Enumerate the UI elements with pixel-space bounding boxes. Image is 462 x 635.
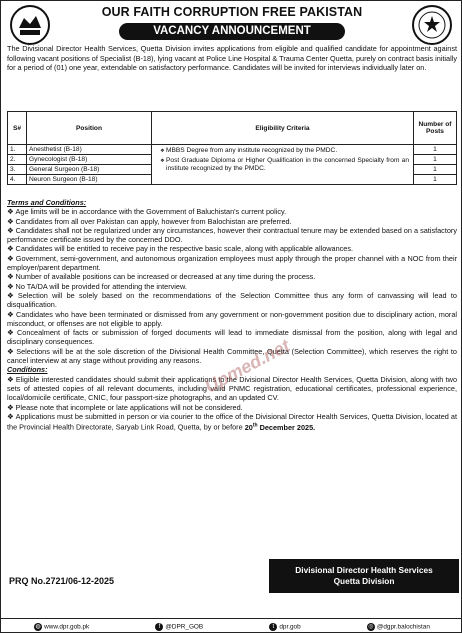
diamond-bullet-icon: ❖ [7, 328, 15, 338]
diamond-bullet-icon: ❖ [7, 281, 14, 291]
term-text: Candidates from all over Pakistan can apply, however from Balochistan are preferred. [15, 216, 292, 226]
term-text: Selection will be solely based on the recommendations of the Selection Committee thus any form of canvassing will lead to disqualification. [7, 290, 457, 310]
terms-heading: Terms and Conditions: [7, 198, 87, 207]
prq-number: PRQ No.2721/06-12-2025 [9, 576, 115, 586]
footer-facebook[interactable] [155, 623, 203, 631]
footer-web[interactable] [34, 623, 89, 631]
slogan: OUR FAITH CORRUPTION FREE PAKISTAN [101, 5, 363, 19]
list-item [7, 244, 457, 253]
diamond-bullet-icon: ❖ [7, 346, 15, 356]
diamond-bullet-icon: ❖ [7, 309, 14, 319]
row-count: 1 [414, 145, 457, 155]
footer-facebook-text: @DPR_GOB [165, 623, 204, 631]
list-item [7, 226, 457, 245]
footer-twitter[interactable] [269, 623, 300, 631]
list-item [7, 291, 457, 310]
list-item [7, 403, 457, 412]
col-header-position: Position [27, 112, 152, 145]
eligibility-criteria [152, 145, 414, 185]
footer-bar [1, 618, 462, 635]
row-count: 1 [414, 155, 457, 165]
row-sr: 3. [8, 165, 27, 175]
diamond-bullet-icon: ❖ [7, 216, 14, 226]
table-header-row [8, 112, 457, 145]
term-text: Candidates shall not be regularized under any circumstances, however their contractual tenure may be extended based on a satisfactory performance certificate issued by the concerned DDO. [7, 225, 457, 245]
list-item [7, 217, 457, 226]
intro-paragraph: The Divisional Director Health Services, Quetta Division invites applications from eligible and qualified candidate for appointment against following vacant positions of Specialist (B-18), lying vacant at Police Line Hospital & Trauma Center Quetta, purely on contract basis initially for a period of (01) one year, extendable on satisfactory performance. Candidates will be invited for interviews individually later on. [7, 44, 457, 72]
col-header-sr: S# [8, 112, 27, 145]
diamond-bullet-icon: ❖ [7, 411, 14, 421]
list-item [7, 328, 457, 347]
diamond-bullet-icon: ❖ [7, 244, 14, 254]
diamond-bullet-icon: ❖ [7, 272, 14, 282]
twitter-icon: t [269, 623, 277, 631]
signature-title: Divisional Director Health Services [295, 565, 433, 575]
row-position: Neuron Surgeon (B-18) [27, 175, 152, 185]
row-count: 1 [414, 165, 457, 175]
deadline-day: 20 [244, 422, 253, 432]
footer-instagram[interactable] [367, 623, 430, 631]
col-header-count: Number of Posts [414, 112, 457, 145]
row-position: Anesthetist (B-18) [27, 145, 152, 155]
globe-icon: ◍ [35, 624, 41, 630]
list-item [7, 207, 457, 216]
row-sr: 1. [8, 145, 27, 155]
instagram-icon: ◎ [368, 624, 374, 630]
criteria-item: • Post Graduate Diploma or Higher Qualification in the concerned Specialty from an institute recognized by the PMDC. [166, 157, 409, 173]
diamond-bullet-icon: ❖ [7, 402, 14, 412]
diamond-bullet-icon: ❖ [7, 207, 14, 217]
term-text: Selections will be at the sole discretion of the Divisional Health Committee, Quetta (Selection Committee), which reserves the right to cancel interview at any stage without providing any reasons. [7, 346, 457, 366]
signature-division: Quetta Division [333, 576, 395, 586]
table-row [8, 145, 457, 155]
col-header-criteria: Eligibility Criteria [152, 112, 414, 145]
term-text: Age limits will be in accordance with the Government of Baluchistan's current policy. [15, 207, 287, 217]
vacancy-banner: VACANCY ANNOUNCEMENT [119, 23, 345, 40]
diamond-bullet-icon: ❖ [7, 253, 14, 263]
vacancy-table [7, 111, 457, 185]
facebook-icon: f [155, 623, 163, 631]
list-item [7, 272, 457, 281]
term-text: No TA/DA will be provided for attending the interview. [15, 281, 187, 291]
deadline-suffix: th [252, 422, 258, 429]
criteria-item: • MBBS Degree from any institute recognized by the PMDC. [166, 147, 409, 155]
signature-block [269, 559, 459, 593]
watermark: Upmed.net [201, 335, 294, 397]
diamond-bullet-icon: ❖ [7, 374, 14, 384]
term-text: Candidates will be entitled to receive pay in the respective basic scale, along with applicable allowances. [15, 244, 354, 254]
condition-text: Applications must be submitted in person or via courier to the office of the Divisional Director Health Services, Quetta Division, located at the Provincial Health Directorate, Saryab Link Road, Quetta, by or before [7, 411, 457, 432]
footer-twitter-text: dpr.gob [279, 623, 301, 631]
list-item [7, 254, 457, 273]
health-department-seal-icon [411, 4, 453, 46]
term-text: Number of available positions can be increased or decreased at any time during the process. [15, 272, 316, 282]
condition-text: Eligible interested candidates should submit their applications to the Divisional Director Health Services, Quetta Division, along with two sets of attested copies of all relevant documents, including valid PNMC registration, educational certificates, professional experience, local/domicile certificate, CNIC, four passport-size photographs, and an updated CV. [7, 374, 457, 403]
list-item [7, 412, 457, 432]
row-position: Gynecologist (B-18) [27, 155, 152, 165]
row-sr: 4. [8, 175, 27, 185]
row-sr: 2. [8, 155, 27, 165]
footer-web-text: www.dpr.gob.pk [44, 623, 90, 631]
footer-instagram-text: @dgpr.balochistan [376, 623, 430, 631]
list-item [7, 282, 457, 291]
conditions-heading: Conditions: [7, 365, 48, 375]
list-item [7, 310, 457, 329]
term-text: Government, semi-government, and autonomous organization employees must apply through the proper channel with a NOC from their employer/parent department. [7, 253, 457, 273]
term-text: Candidates who have been terminated or dismissed from any government or non-government position due to disciplinary action, moral misconduct, or offenses are not eligible to apply. [7, 309, 457, 328]
diamond-bullet-icon: ❖ [7, 290, 16, 300]
deadline-month-year: December 2025. [259, 422, 316, 432]
condition-text: Please note that incomplete or late applications will not be considered. [15, 402, 243, 412]
deadline-date [245, 423, 315, 432]
row-position: General Surgeon (B-18) [27, 165, 152, 175]
row-count: 1 [414, 175, 457, 185]
diamond-bullet-icon: ❖ [7, 225, 14, 235]
term-text: Concealment of facts or submission of forged documents will lead to immediate dismissal from the position, along with legal and disciplinary consequences. [7, 328, 457, 347]
terms-section [7, 198, 457, 432]
government-emblem-icon [9, 4, 51, 46]
